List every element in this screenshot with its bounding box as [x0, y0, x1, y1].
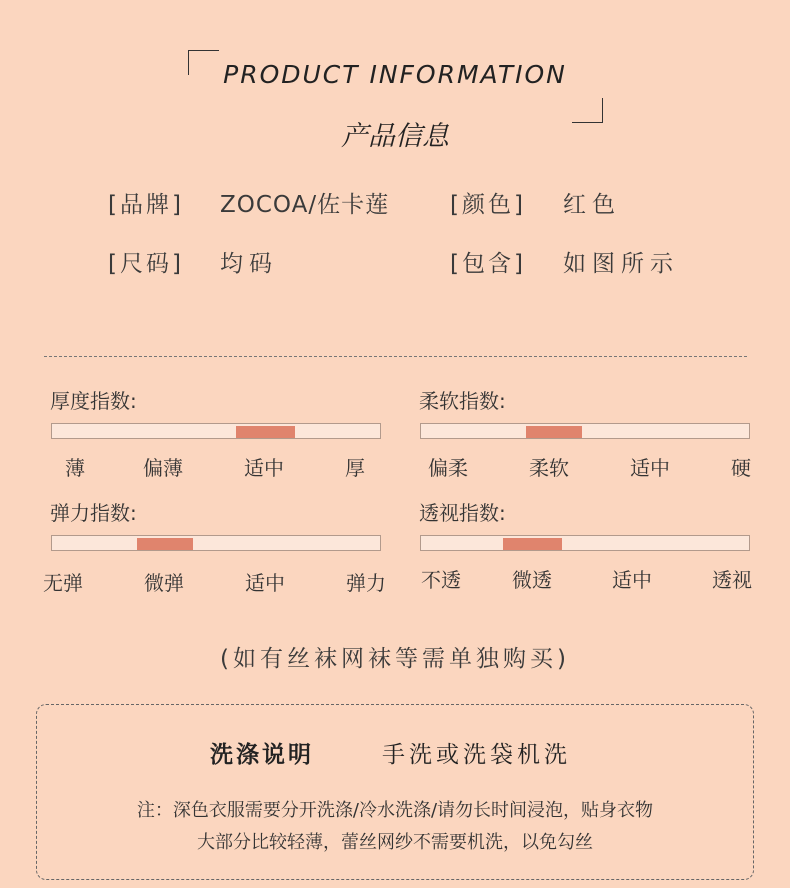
softness-level [526, 426, 582, 438]
elasticity-bar [51, 535, 381, 551]
softness-title: 柔软指数: [419, 389, 506, 413]
elasticity-level [137, 538, 193, 550]
wash-note-line-1: 注：深色衣服需要分开洗涤/冷水洗涤/请勿长时间浸泡，贴身衣物 [136, 800, 654, 821]
purchase-note: (如有丝袜网袜等需单独购买) [220, 646, 570, 672]
transparency-scale-3: 适中 [612, 568, 652, 592]
transparency-title: 透视指数: [419, 501, 506, 525]
transparency-bar [420, 535, 750, 551]
elasticity-scale-4: 弹力 [346, 571, 386, 595]
thickness-title: 厚度指数: [50, 389, 137, 413]
size-value: 均码 [220, 251, 278, 277]
elasticity-title: 弹力指数: [50, 501, 137, 525]
title-chinese: 产品信息 [341, 121, 449, 152]
title-english: PRODUCT INFORMATION [223, 60, 567, 89]
brand-value: ZOCOA/佐卡莲 [220, 192, 390, 218]
softness-scale-2: 柔软 [529, 456, 569, 480]
divider [44, 356, 747, 357]
brand-label: [品牌] [108, 192, 184, 218]
thickness-level [236, 426, 295, 438]
color-value: 红色 [563, 192, 621, 218]
softness-bar [420, 423, 750, 439]
color-label: [颜色] [450, 192, 526, 218]
elasticity-scale-1: 无弹 [43, 571, 83, 595]
elasticity-scale-3: 适中 [245, 571, 285, 595]
thickness-bar [51, 423, 381, 439]
thickness-scale-4: 厚 [345, 456, 365, 480]
transparency-scale-4: 透视 [712, 568, 752, 592]
wash-title: 洗涤说明 [210, 742, 314, 768]
elasticity-scale-2: 微弹 [144, 571, 184, 595]
softness-scale-3: 适中 [630, 456, 670, 480]
softness-scale-1: 偏柔 [428, 456, 468, 480]
wash-method: 手洗或洗袋机洗 [382, 742, 571, 768]
transparency-scale-1: 不透 [421, 568, 461, 592]
includes-label: [包含] [450, 251, 526, 277]
includes-value: 如图所示 [563, 251, 679, 277]
transparency-level [503, 538, 562, 550]
thickness-scale-1: 薄 [65, 456, 85, 480]
wash-note-line-2: 大部分比较轻薄，蕾丝网纱不需要机洗，以免勾丝 [197, 832, 593, 853]
size-label: [尺码] [108, 251, 184, 277]
thickness-scale-2: 偏薄 [143, 456, 183, 480]
thickness-scale-3: 适中 [244, 456, 284, 480]
softness-scale-4: 硬 [731, 456, 751, 480]
transparency-scale-2: 微透 [512, 568, 552, 592]
